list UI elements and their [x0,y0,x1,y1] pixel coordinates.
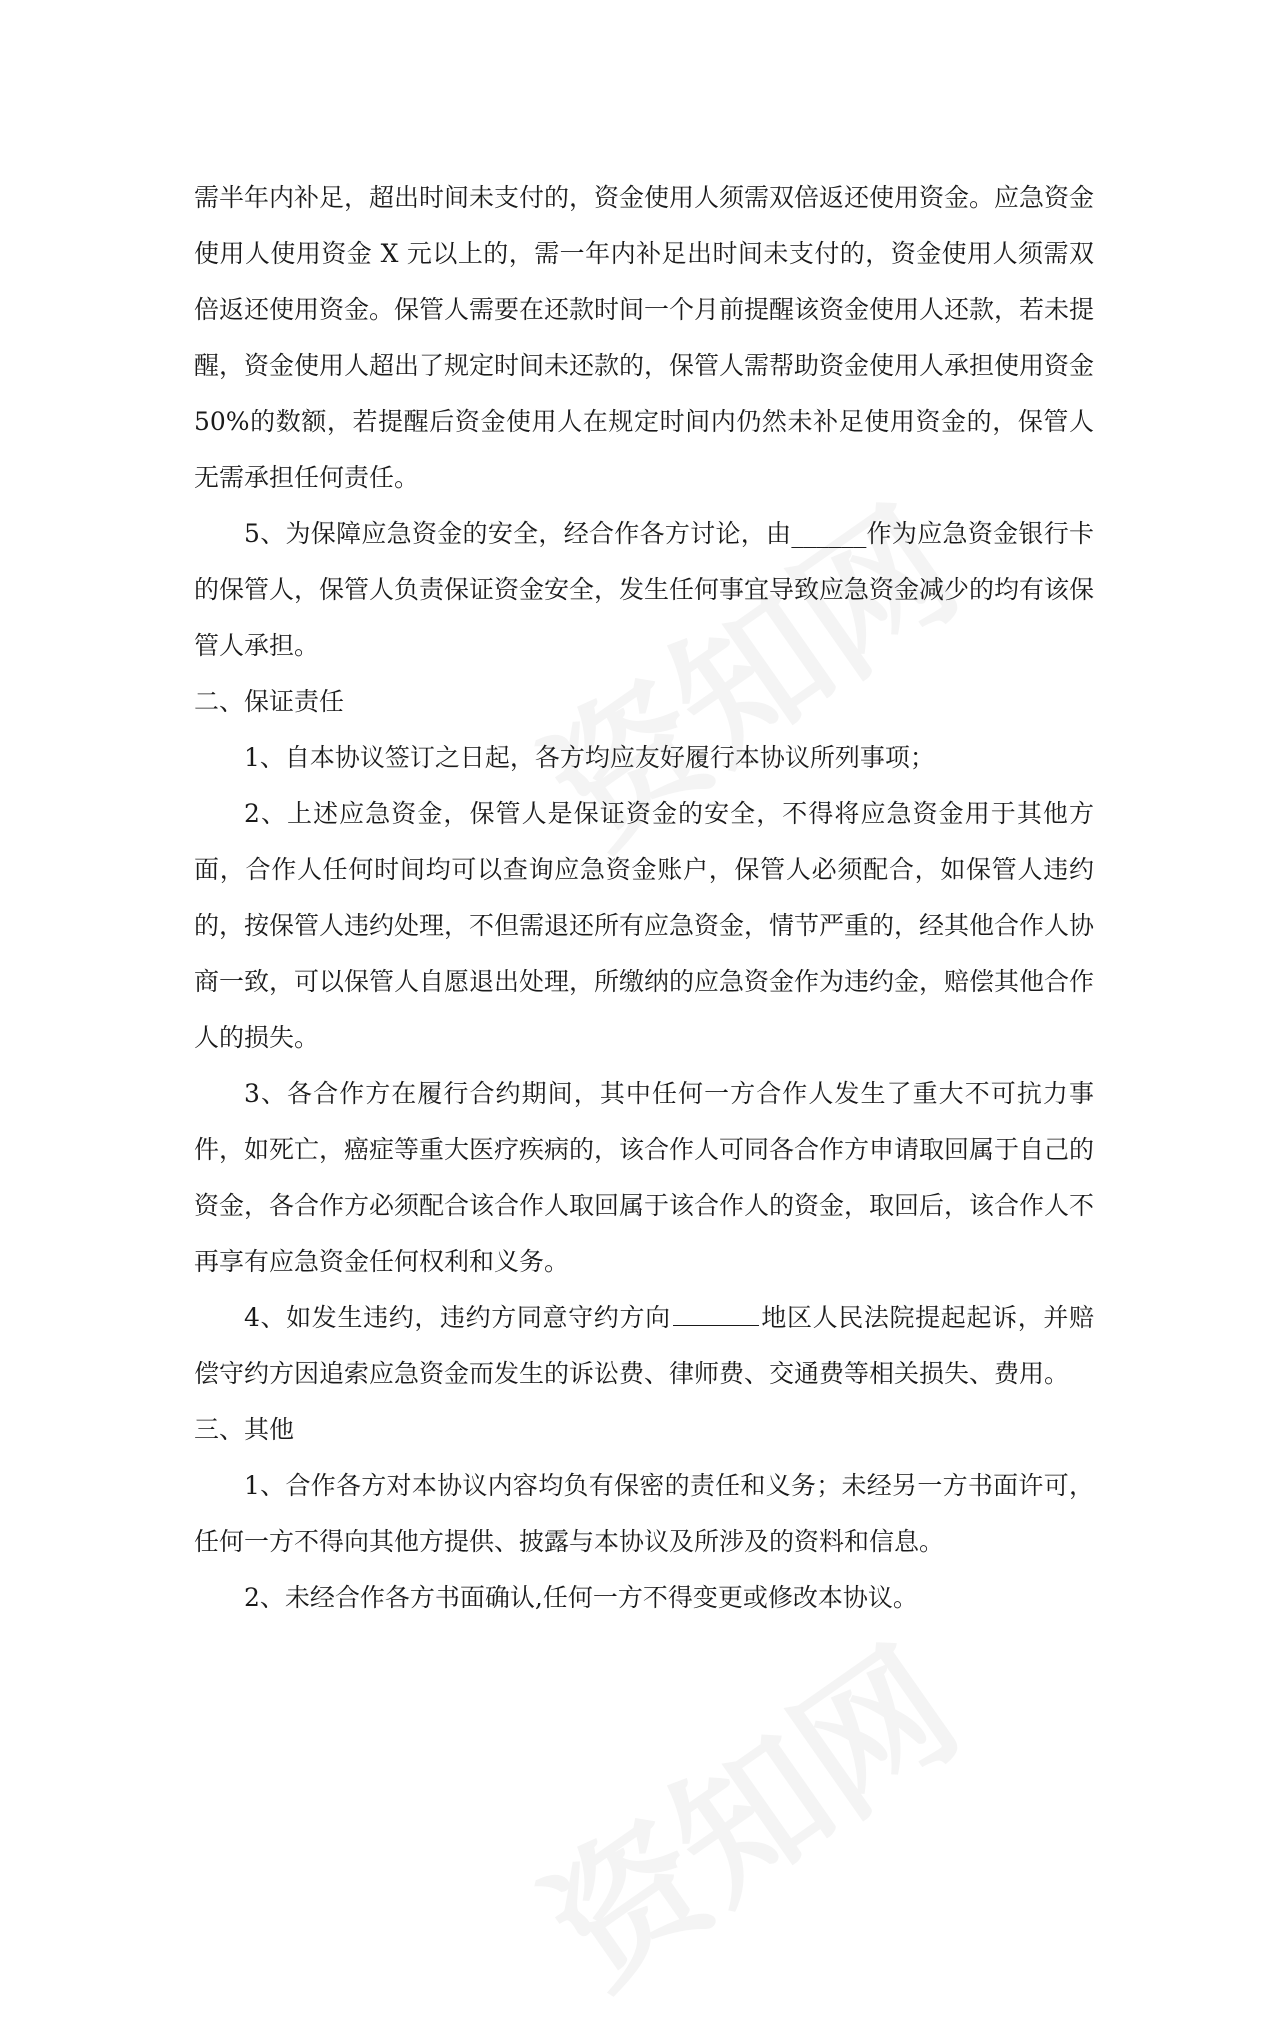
paragraph-clause-4 [194,1290,1094,1402]
watermark [499,1590,992,2025]
paragraph-other-1: 1、合作各方对本协议内容均负有保密的责任和义务；未经另一方书面许可，任何一方不得向其他方提供、披露与本协议及所涉及的资料和信息。 [194,1471,1094,1556]
paragraph-clause-5: 5、为保障应急资金的安全，经合作各方讨论，由______作为应急资金银行卡的保管人，保管人负责保证资金安全，发生任何事宜导致应急资金减少的均有该保管人承担。 [194,519,1095,660]
section-heading-guarantee: 二、保证责任 [194,687,345,716]
paragraph-other-2: 2、未经合作各方书面确认,任何一方不得变更或修改本协议。 [244,1583,918,1612]
paragraph-continuation: 需半年内补足，超出时间未支付的，资金使用人须需双倍返还使用资金。应急资金使用人使用资金 X 元以上的，需一年内补足出时间未支付的，资金使用人须需双倍返还使用资金。保管人需要在还款时间一个月前提醒该资金使用人还款，若未提醒，资金使用人超出了规定时间未还款的，保管人需帮助资金使用人承担使用资金 50%的数额，若提醒后资金使用人在规定时间内仍然未补足使用资金的，保管人无需承担任何责任。 [194,183,1095,492]
section-heading-other: 三、其他 [194,1415,295,1444]
clause-4-part-2: 地区人民法院提起起诉，并赔偿守约方因追索应急资金而发生的诉讼费、律师费、交通费等相关损失、费用。 [194,1303,1094,1388]
paragraph-clause-3: 3、各合作方在履行合约期间，其中任何一方合作人发生了重大不可抗力事件，如死亡，癌症等重大医疗疾病的，该合作人可同各合作方申请取回属于自己的资金，各合作方必须配合该合作人取回属于该合作人的资金，取回后，该合作人不再享有应急资金任何权利和义务。 [194,1079,1095,1276]
fill-in-blank [673,1303,759,1326]
paragraph-clause-1: 1、自本协议签订之日起，各方均应友好履行本协议所列事项； [244,743,935,772]
document-body [194,170,1094,1626]
paragraph-clause-2: 2、上述应急资金，保管人是保证资金的安全，不得将应急资金用于其他方面，合作人任何时间均可以查询应急资金账户，保管人必须配合，如保管人违约的，按保管人违约处理，不但需退还所有应急资金，情节严重的，经其他合作人协商一致，可以保管人自愿退出处理，所缴纳的应急资金作为违约金，赔偿其他合作人的损失。 [194,799,1095,1052]
clause-4-part-1: 4、如发生违约，违约方同意守约方向 [244,1303,671,1332]
